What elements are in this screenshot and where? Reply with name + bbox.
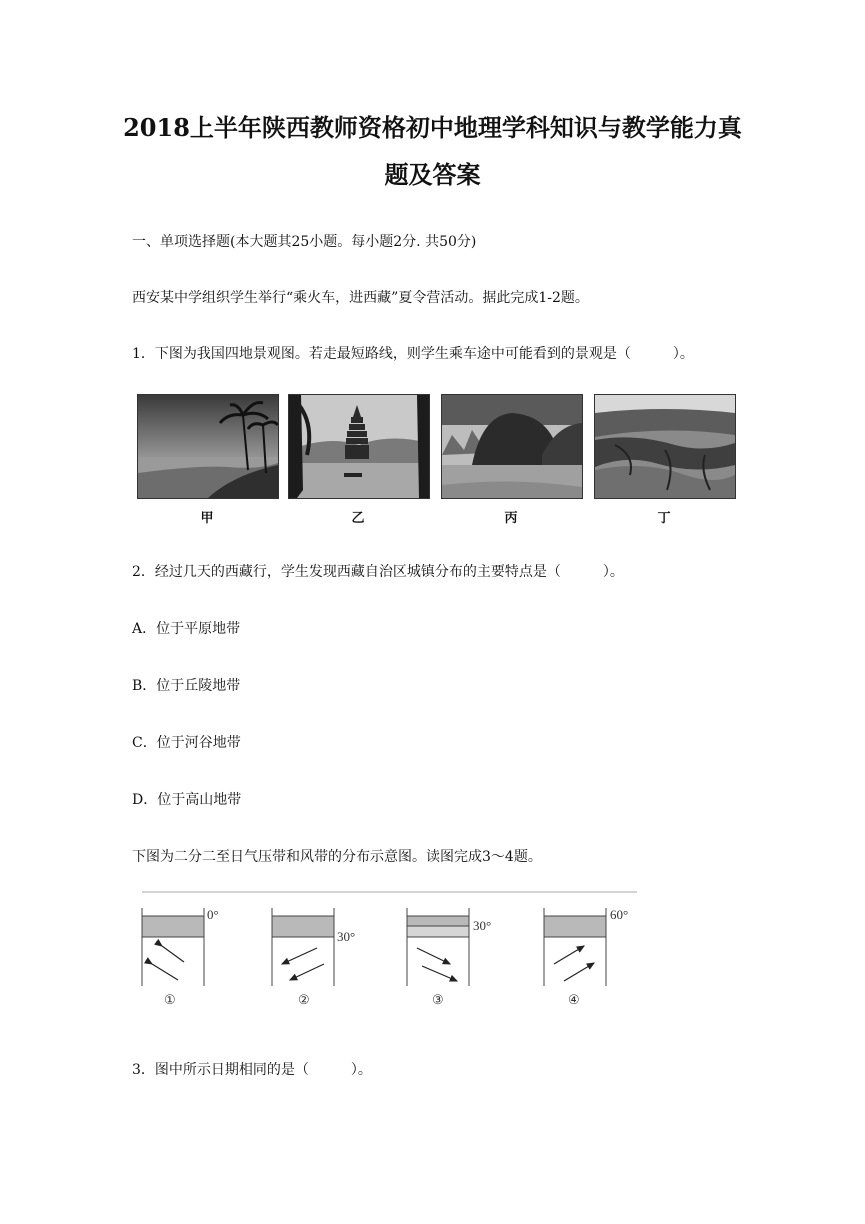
question-2: 2．经过几天的西藏行，学生发现西藏自治区城镇分布的主要特点是（ ）。	[132, 564, 624, 580]
pressure-belt-diagram	[132, 886, 642, 1016]
panel-1-number: ①	[164, 992, 176, 1007]
karst-river-photo	[442, 395, 582, 498]
panel-2-number: ②	[298, 992, 310, 1007]
photo-caption-ding: 丁	[657, 511, 671, 526]
panel-4-number: ④	[568, 992, 580, 1007]
panel-3-number: ③	[432, 992, 444, 1007]
option-c: C．位于河谷地带	[132, 735, 241, 751]
panel-4-latitude: 60°	[610, 907, 629, 922]
photo-jia	[137, 394, 279, 499]
photo-caption-jia: 甲	[200, 511, 214, 526]
question-1: 1．下图为我国四地景观图。若走最短路线，则学生乘车途中可能看到的景观是（ ）。	[132, 346, 694, 362]
question-3: 3．图中所示日期相同的是（ ）。	[132, 1062, 372, 1078]
photo-yi	[288, 394, 430, 499]
page-title-line1: 2018上半年陕西教师资格初中地理学科知识与教学能力真	[123, 113, 742, 142]
section-heading: 一、单项选择题(本大题其25小题。每小题2分. 共50分)	[132, 234, 477, 250]
intro-text: 西安某中学组织学生举行“乘火车，进西藏”夏令营活动。据此完成1-2题。	[132, 290, 589, 306]
pagoda-lake-photo	[289, 395, 429, 498]
page-title-line2: 题及答案	[384, 160, 481, 189]
diagram-panel-4	[544, 907, 628, 1007]
diagram-panel-2	[272, 908, 355, 1007]
intro-text-2: 下图为二分二至日气压带和风带的分布示意图。读图完成3～4题。	[132, 849, 542, 865]
panel-1-latitude: 0°	[207, 907, 219, 922]
photo-caption-bing: 丙	[504, 511, 518, 526]
diagram-panel-3	[407, 908, 491, 1007]
option-b: B．位于丘陵地带	[132, 678, 241, 694]
beach-palm-photo	[138, 395, 278, 498]
panel-3-latitude: 30°	[473, 918, 492, 933]
loess-plateau-photo	[595, 395, 735, 498]
photo-bing	[441, 394, 583, 499]
photo-ding	[594, 394, 736, 499]
photo-caption-yi: 乙	[351, 511, 365, 526]
diagram-panel-1	[142, 907, 219, 1007]
option-d: D．位于高山地带	[132, 792, 242, 808]
option-a: A．位于平原地带	[132, 621, 241, 637]
panel-2-latitude: 30°	[337, 929, 356, 944]
